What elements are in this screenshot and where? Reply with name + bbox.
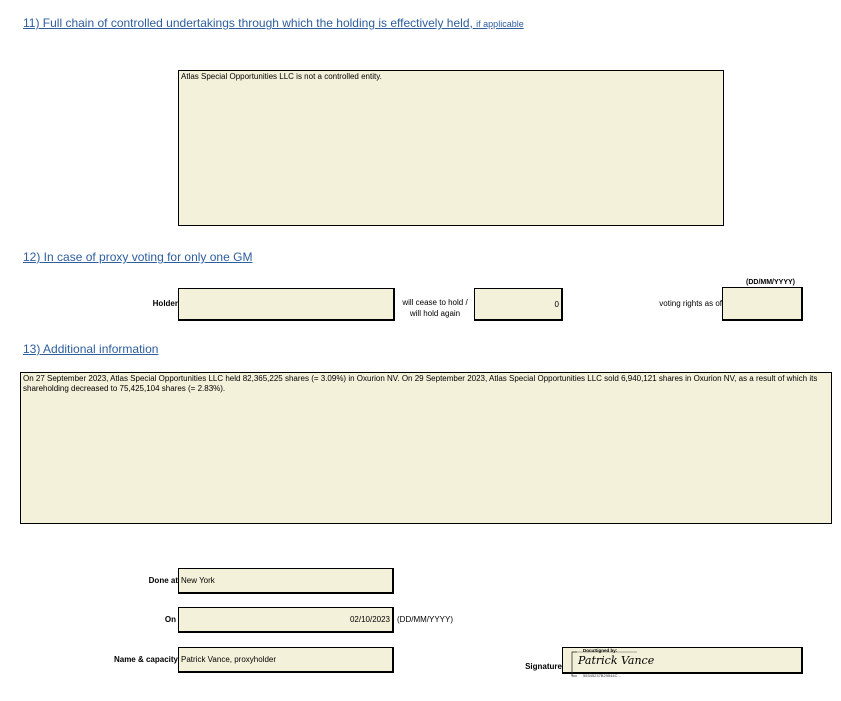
signature-field[interactable]: [562, 647, 803, 678]
on-label: On: [164, 615, 176, 624]
cease-hold-label-line2: will hold again: [409, 309, 461, 318]
date-format-header: (DD/MM/YYYY): [746, 279, 795, 286]
cease-hold-label: [395, 297, 475, 319]
controlled-chain-field[interactable]: [178, 70, 724, 226]
on-date-field[interactable]: [178, 607, 394, 633]
done-at-value: New York: [181, 576, 215, 585]
voting-rights-label: voting rights as of: [659, 299, 722, 308]
holder-field[interactable]: [178, 288, 395, 321]
section-13-title: 13) Additional information: [23, 342, 159, 356]
docusign-header: DocuSigned by:: [583, 648, 618, 653]
name-capacity-field[interactable]: [178, 647, 394, 673]
name-capacity-value: Patrick Vance, proxyholder: [181, 655, 277, 664]
section-12-title: 12) In case of proxy voting for only one GM: [23, 250, 253, 264]
done-at-label: Done at: [148, 576, 178, 585]
additional-info-text: On 27 September 2023, Atlas Special Opportunities LLC held 82,365,225 shares (= 3.09%) in Oxurion NV. On 29 September 2023, Atlas Special Opportunities LLC sold 6,940,121 shares in Oxurion NV, as a result of which its shareholding decreased to 75,425,104 shares (= 2.83%).: [23, 374, 818, 393]
name-capacity-label: Name & capacity: [113, 655, 178, 664]
signature-handwriting: Patrick Vance: [578, 654, 655, 667]
section-11-title-text: 11) Full chain of controlled undertakings through which the holding is effectively held,: [23, 16, 473, 30]
on-date-value: 02/10/2023: [349, 615, 390, 624]
cease-hold-value: 0: [554, 299, 559, 309]
voting-rights-date-field[interactable]: [722, 287, 803, 321]
signature-label: Signature: [525, 662, 562, 671]
on-date-format: (DD/MM/YYYY): [397, 615, 453, 624]
section-11-note: if applicable: [476, 19, 524, 29]
cease-hold-label-line1: will cease to hold /: [402, 298, 468, 307]
docusign-id: 55345237B29544C...: [583, 673, 621, 678]
controlled-chain-text: Atlas Special Opportunities LLC is not a controlled entity.: [181, 72, 382, 81]
holder-label: Holder: [152, 299, 178, 308]
docusign-stamp: [569, 648, 655, 679]
additional-info-field[interactable]: [20, 372, 832, 524]
done-at-field[interactable]: [178, 568, 394, 594]
cease-hold-field[interactable]: [474, 288, 563, 321]
section-11-title: [23, 16, 524, 30]
